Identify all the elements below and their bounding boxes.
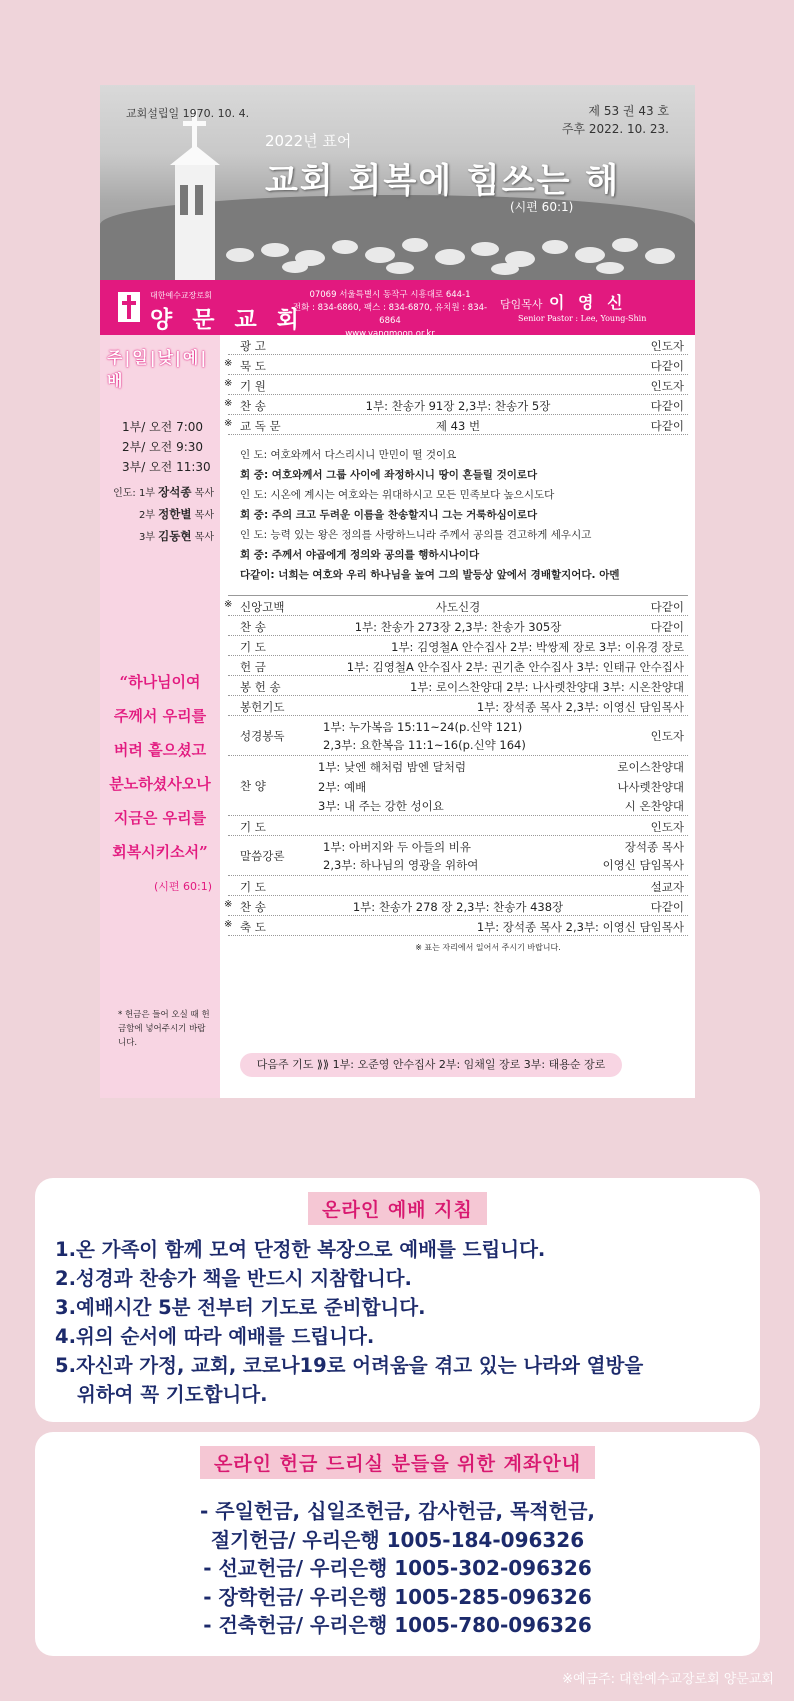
reading-speaker: 다같이:: [240, 569, 275, 581]
reading-text: 여호와께서 그룹 사이에 좌정하시니 땅이 흔들릴 것이로다: [271, 469, 538, 481]
order-star: ※: [224, 398, 233, 409]
order-leader: 인도자: [650, 379, 684, 393]
order-leader: 다같이: [650, 359, 684, 373]
order-row-anthem: [228, 756, 688, 816]
senior-pastor: [500, 290, 627, 313]
reading-text: 주께서 야곱에게 정의와 공의를 행하시나이다: [271, 549, 480, 561]
order-row: [224, 596, 688, 616]
preacher-name: 이영신 담임목사: [602, 858, 684, 872]
guide-item: 2.성경과 찬송가 책을 반드시 지참합니다.: [55, 1267, 412, 1290]
reading-line: [240, 565, 688, 585]
order-label: 기 도: [240, 880, 266, 894]
order-label: 성경봉독: [240, 729, 285, 743]
order-label: 찬 송: [240, 399, 266, 413]
service-time: 2부/ 오전 9:30: [122, 440, 204, 454]
order-leader: 1부: 로이스찬양대 2부: 나사렛찬양대 3부: 시온찬양대: [409, 680, 684, 694]
church-info-bar: [100, 280, 695, 339]
order-section-middle: [224, 596, 688, 716]
order-label: 기 도: [240, 640, 266, 654]
order-row: [228, 636, 688, 656]
reading-line: [240, 485, 688, 505]
order-row: [224, 355, 688, 375]
order-detail: 1부: 찬송가 278 장 2,3부: 찬송가 438장: [352, 900, 564, 914]
leader-role: 목사: [194, 510, 214, 521]
pastor-english: Senior Pastor : Lee, Young-Shin: [518, 314, 647, 323]
reading-line: [240, 545, 688, 565]
scripture-quote: [100, 665, 220, 869]
reading-line: [240, 465, 688, 485]
order-label: 신앙고백: [240, 600, 285, 614]
order-row-sermon: [228, 836, 688, 876]
quote-line: 분노하셨사오나: [109, 775, 211, 793]
order-row: [228, 616, 688, 636]
order-row: [228, 876, 688, 896]
order-leader: 다같이: [650, 620, 684, 634]
quote-line: 주께서 우리를: [113, 707, 207, 725]
order-star: ※: [224, 599, 233, 610]
order-leader: 1부: 김영철A 안수집사 2부: 권기춘 안수집사 3부: 인태규 안수집사: [346, 660, 684, 674]
service-time: 3부/ 오전 11:30: [122, 460, 211, 474]
leader-name: 김동현: [158, 529, 192, 543]
account-line: 절기헌금/ 우리은행 1005-184-096326: [210, 1527, 585, 1552]
order-row: [224, 395, 688, 415]
order-star: ※: [224, 919, 233, 930]
reading-speaker: 인 도:: [240, 529, 268, 541]
service-sidebar: [100, 335, 220, 1098]
annual-theme: 교회 회복에 힘쓰는 해: [265, 161, 621, 201]
order-label: 묵 도: [240, 359, 266, 373]
order-label: 찬 송: [240, 900, 266, 914]
reading-speaker: 인 도:: [240, 449, 268, 461]
leader-role: 목사: [194, 488, 214, 499]
reading-text: 능력 있는 왕은 정의를 사랑하느니라 주께서 공의를 견고하게 세우시고: [270, 529, 592, 541]
order-label: 봉 헌 송: [240, 680, 281, 694]
account-holder: ※예금주: 대한예수교장로회 양문교회: [562, 1672, 774, 1687]
quote-reference: (시편 60:1): [153, 880, 213, 893]
bulletin-image: [100, 85, 695, 1098]
order-row: [224, 916, 688, 936]
scripture-line: 1부: 누가복음 15:11~24(p.신약 121): [323, 720, 523, 734]
service-time: 1부/ 오전 7:00: [122, 420, 204, 434]
order-star: ※: [224, 378, 233, 389]
sermon-preachers: [603, 838, 684, 874]
issue-number: 제 53 권 43 호: [588, 104, 669, 118]
responsive-reading: [228, 435, 688, 596]
order-leader: 다같이: [650, 419, 684, 433]
online-worship-guide: [35, 1178, 760, 1422]
reading-speaker: 회 중:: [240, 549, 269, 561]
sermon-titles: [323, 838, 478, 874]
order-label: 교 독 문: [240, 419, 281, 433]
theme-reference: (시편 60:1): [510, 200, 574, 214]
guide-item: 4.위의 순서에 따라 예배를 드립니다.: [55, 1325, 375, 1348]
church-tower-illustration: [155, 105, 275, 280]
order-leader: 설교자: [650, 880, 684, 894]
order-leader: 인도자: [650, 820, 684, 834]
church-website: www.yangmoon.or.kr: [345, 329, 435, 339]
reading-text: 주의 크고 두려운 이름을 찬송할지니 그는 거룩하심이로다: [271, 509, 538, 521]
reading-line: [240, 525, 688, 545]
order-label: 광 고: [240, 339, 266, 353]
order-row: [228, 656, 688, 676]
order-of-worship: [224, 335, 688, 1098]
year-label: 2022년 표어: [265, 132, 352, 150]
church-phone: 전화 : 834-6860, 팩스 : 834-6870, 유치원 : 834-6864: [292, 303, 488, 326]
order-leader: 1부: 장석종 목사 2,3부: 이영신 담임목사: [476, 920, 684, 934]
issue-date: 주후 2022. 10. 23.: [561, 122, 669, 136]
sheep-flock-illustration: [220, 225, 690, 275]
anthem-line: 3부: 내 주는 강한 성이요: [318, 799, 444, 813]
anthem-line: 2부: 예배: [318, 779, 367, 794]
order-leader: 1부: 장석종 목사 2,3부: 이영신 담임목사: [476, 700, 684, 714]
scripture-readings: [323, 718, 526, 754]
order-leader: 인도자: [650, 339, 684, 353]
guide-item: 5.자신과 가정, 교회, 코로나19로 어려움을 겪고 있는 나라와 열방을: [55, 1354, 644, 1377]
leader-row: [110, 482, 214, 504]
leader-row: [110, 504, 214, 526]
leader-label: 2부: [138, 510, 155, 521]
quote-line: 버려 흩으셨고: [113, 741, 207, 759]
order-row: [224, 415, 688, 435]
order-detail: 제 43 번: [435, 419, 481, 433]
pastor-title: 담임목사: [500, 298, 543, 311]
leader-name: 장석종: [158, 485, 192, 499]
founding-date: 교회설립일 1970. 10. 4.: [126, 107, 250, 120]
anthem-line: 1부: 낮엔 해처럼 밤엔 달처럼: [318, 760, 467, 774]
account-list: [35, 1497, 760, 1640]
reading-speaker: 회 중:: [240, 469, 269, 481]
choir-name: 로이스찬양대: [617, 760, 684, 774]
church-logo-icon: [118, 292, 140, 322]
order-label: 찬 송: [240, 620, 266, 634]
reading-speaker: 회 중:: [240, 509, 269, 521]
standing-footnote: ※ 표는 자리에서 일어서 주시기 바랍니다.: [415, 943, 561, 952]
order-detail: 1부: 찬송가 273장 2,3부: 찬송가 305장: [354, 620, 562, 634]
church-name: 양 문 교 회: [150, 307, 305, 333]
order-leader: 다같이: [650, 399, 684, 413]
leader-row: [110, 526, 214, 548]
guide-item: 1.온 가족이 함께 모여 단정한 복장으로 예배를 드립니다.: [55, 1238, 546, 1261]
reading-text: 여호와께서 다스리시니 만민이 떨 것이요: [270, 449, 457, 461]
order-row: [228, 335, 688, 355]
order-star: ※: [224, 418, 233, 429]
order-leader: 다같이: [650, 900, 684, 914]
account-line: - 선교헌금/ 우리은행 1005-302-096326: [203, 1556, 592, 1580]
preacher-name: 장석종 목사: [624, 840, 684, 854]
service-leaders: [110, 482, 214, 548]
quote-line: 지금은 우리를: [113, 809, 207, 827]
order-detail: 1부: 찬송가 91장 2,3부: 찬송가 5장: [365, 399, 551, 413]
account-line: - 건축헌금/ 우리은행 1005-780-096326: [203, 1613, 592, 1637]
order-label: 기 원: [240, 379, 266, 393]
order-row: [228, 676, 688, 696]
order-star: ※: [224, 358, 233, 369]
order-section-closing: [224, 876, 688, 936]
sermon-line: 2,3부: 하나님의 영광을 위하여: [323, 858, 479, 872]
order-label: 봉헌기도: [240, 700, 285, 714]
guide-item-continuation: 위하여 꼭 기도합니다.: [77, 1383, 268, 1406]
quote-line: “하나님이여: [119, 673, 201, 691]
issue-info: [562, 102, 669, 138]
order-section-opening: [224, 335, 688, 435]
sermon-line: 1부: 아버지와 두 아들의 비유: [323, 840, 472, 854]
leader-label: 인도: 1부: [113, 488, 155, 499]
reading-text: 너희는 여호와 우리 하나님을 높여 그의 발등상 앞에서 경배할지어다. 아멘: [278, 569, 620, 581]
next-week-prayer: 다음주 기도 ⟫⟫ 1부: 오준영 안수집사 2부: 임채일 장로 3부: 태용순 장로: [240, 1053, 622, 1077]
church-contact: [290, 289, 490, 341]
order-row: [228, 696, 688, 716]
account-line: - 장학헌금/ 우리은행 1005-285-096326: [203, 1584, 592, 1609]
anthem-choirs: [617, 758, 684, 817]
order-row: [224, 375, 688, 395]
guide-item: 3.예배시간 5분 전부터 기도로 준비합니다.: [55, 1296, 426, 1319]
online-offering-accounts: [35, 1432, 760, 1656]
pastor-name: 이 영 신: [549, 293, 627, 312]
order-leader: 인도자: [650, 729, 684, 743]
order-label: 기 도: [240, 820, 266, 834]
offering-note: * 헌금은 들어 오실 때 헌금함에 넣어주시기 바랍니다.: [118, 1010, 210, 1048]
order-detail: 사도신경: [435, 600, 481, 614]
order-label: 말씀강론: [240, 849, 285, 863]
order-leader: 1부: 김영철A 안수집사 2부: 박쌍제 장로 3부: 이유경 장로: [391, 640, 684, 654]
order-row-scripture: [228, 716, 688, 756]
service-times: [122, 417, 211, 477]
quote-line: 회복시키소서”: [112, 843, 208, 861]
bulletin-header: [100, 85, 695, 280]
order-star: ※: [224, 899, 233, 910]
church-address: 07069 서울특별시 동작구 시흥대로 644-1: [309, 290, 471, 300]
offering-title: 온라인 헌금 드리실 분들을 위한 계좌안내: [200, 1446, 595, 1479]
reading-line: [240, 505, 688, 525]
guide-title: 온라인 예배 지침: [308, 1192, 487, 1225]
choir-name: 나사렛찬양대: [617, 779, 684, 794]
order-label: 찬 양: [240, 779, 266, 793]
reading-text: 시온에 계시는 여호와는 위대하시고 모든 민족보다 높으시도다: [270, 489, 555, 501]
denomination: 대한예수교장로회: [150, 291, 212, 300]
account-line: - 주일헌금, 십일조헌금, 감사헌금, 목적헌금,: [200, 1499, 595, 1523]
order-label: 헌 금: [240, 660, 266, 674]
sidebar-title: 주|일|낮|예|배: [107, 348, 209, 390]
leader-role: 목사: [194, 532, 214, 543]
order-leader: 다같이: [650, 600, 684, 614]
scripture-line: 2,3부: 요한복음 11:1~16(p.신약 164): [323, 738, 526, 752]
choir-name: 시 온찬양대: [624, 799, 684, 813]
leader-label: 3부: [138, 532, 155, 543]
guide-list: [55, 1235, 760, 1409]
anthem-titles: [318, 758, 588, 817]
order-row: [224, 896, 688, 916]
order-row-prayer: [228, 816, 688, 836]
reading-speaker: 인 도:: [240, 489, 268, 501]
order-label: 축 도: [240, 920, 266, 934]
leader-name: 정한별: [158, 507, 192, 521]
reading-line: [240, 445, 688, 465]
